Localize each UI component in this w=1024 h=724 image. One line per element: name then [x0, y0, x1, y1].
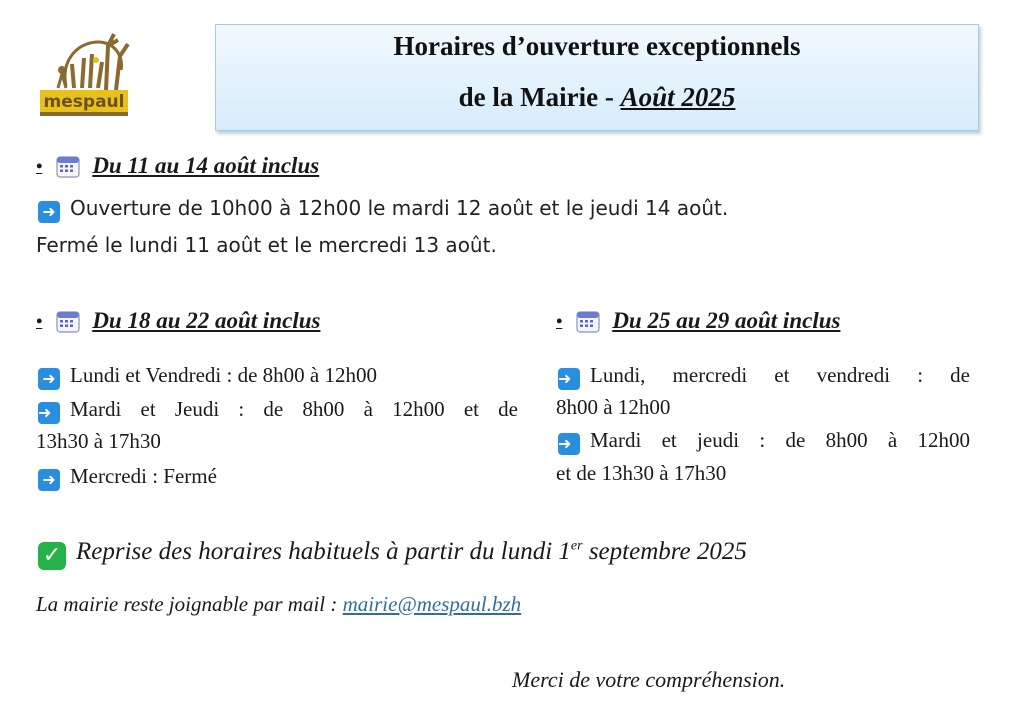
section1-line1-text: Ouverture de 10h00 à 12h00 le mardi 12 août et le jeudi 14 août. — [70, 196, 729, 220]
section2-item2-line1 — [38, 397, 518, 424]
section2-item2-text: Mardi et Jeudi : de 8h00 à 12h00 et de — [70, 397, 518, 421]
resume-notice — [38, 538, 747, 570]
bullet: • — [36, 155, 43, 176]
page-header — [215, 24, 979, 131]
section1-title-text: Du 11 au 14 août inclus — [92, 153, 320, 178]
section3-item2-line2: et de 13h30 à 17h30 — [556, 461, 727, 485]
email-link[interactable]: mairie@mespaul.bzh — [342, 592, 522, 616]
logo-text: mespaul — [43, 92, 125, 112]
mespaul-logo — [36, 26, 136, 118]
section3-item2-text: Mardi et jeudi : de 8h00 à 12h00 — [590, 428, 970, 452]
calendar-icon — [56, 154, 80, 178]
calendar-icon — [56, 309, 80, 333]
section2-item1 — [38, 363, 377, 390]
right-arrow-icon: ➜ — [38, 201, 60, 223]
contact-line — [36, 592, 521, 617]
section2-title-text: Du 18 au 22 août inclus — [92, 308, 321, 333]
right-arrow-icon: ➜ — [558, 368, 580, 390]
section1-line2: Fermé le lundi 11 août et le mercredi 13 août. — [36, 233, 497, 257]
resume-suffix: septembre 2025 — [582, 538, 747, 565]
bullet: • — [556, 310, 563, 331]
section2-item3-text: Mercredi : Fermé — [70, 464, 217, 488]
right-arrow-icon: ➜ — [38, 402, 60, 424]
header-title-line1: Horaires d’ouverture exceptionnels — [393, 31, 801, 61]
section3-title-text: Du 25 au 29 août inclus — [612, 308, 841, 333]
calendar-icon — [576, 309, 600, 333]
thanks-text: Merci de votre compréhension. — [512, 667, 786, 692]
check-mark-icon: ✓ — [38, 542, 66, 570]
section2-item3 — [38, 464, 217, 491]
tree-figures-icon — [36, 26, 136, 118]
header-month: Août 2025 — [620, 82, 736, 112]
right-arrow-icon: ➜ — [558, 433, 580, 455]
right-arrow-icon: ➜ — [38, 469, 60, 491]
section1-title — [36, 153, 319, 179]
section2-item2-line2: 13h30 à 17h30 — [36, 429, 161, 453]
header-title-line2 — [216, 82, 978, 113]
section1-line1 — [38, 196, 728, 223]
resume-sup: er — [570, 538, 583, 554]
resume-text: Reprise des horaires habituels à partir du lundi 1 — [76, 538, 571, 565]
bullet: • — [36, 310, 43, 331]
header-prefix: de la Mairie - — [458, 82, 621, 112]
section3-item1-line2: 8h00 à 12h00 — [556, 395, 671, 419]
contact-text: La mairie reste joignable par mail : — [36, 592, 343, 616]
section3-item1-line1 — [558, 363, 970, 390]
section3-title — [556, 308, 840, 334]
section2-title — [36, 308, 320, 334]
section3-item1-text: Lundi, mercredi et vendredi : de — [590, 363, 970, 387]
right-arrow-icon: ➜ — [38, 368, 60, 390]
section3-item2-line1 — [558, 428, 970, 455]
section2-item1-text: Lundi et Vendredi : de 8h00 à 12h00 — [70, 363, 377, 387]
